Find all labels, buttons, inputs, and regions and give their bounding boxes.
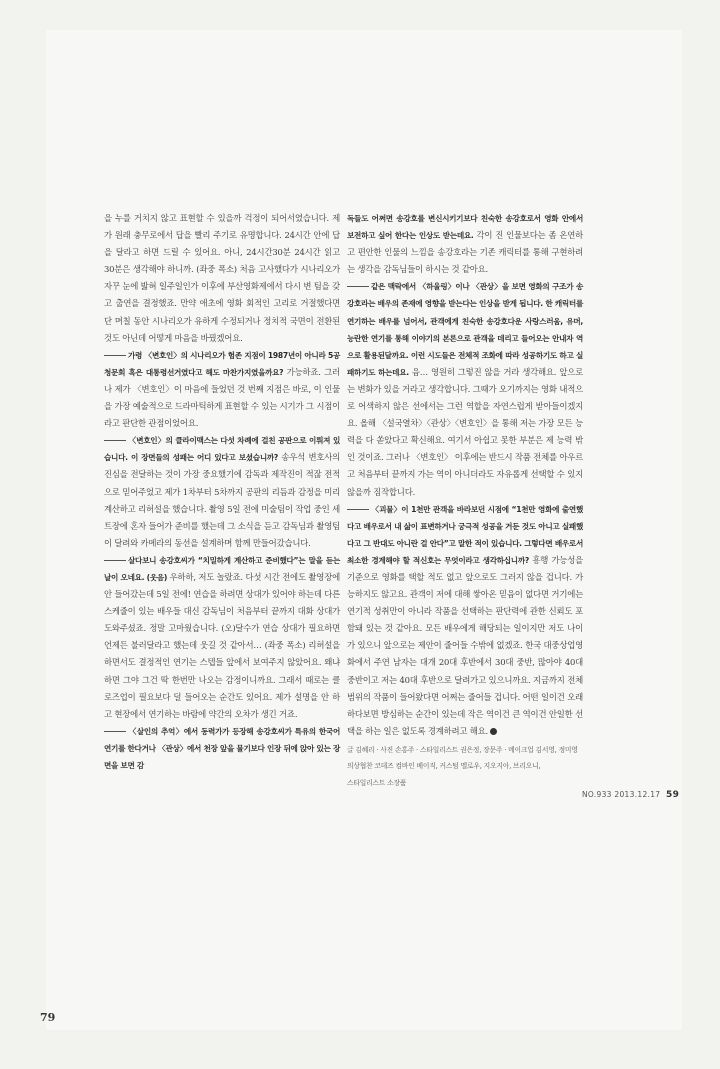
folio-page: 59 (666, 790, 680, 800)
question-dash (104, 440, 126, 441)
paragraph: 을 누를 거치지 않고 표현할 수 있을까 걱정이 되어서였습니다. 제가 원래 충무로에서 답을 빨리 주기로 유명합니다. 24시간 안에 답을 달라고 하면 드릴 수 있어요. 아니, 24시간30분 24시간 읽고 30분은 생각해야 하니까. (좌중 폭소) 처음 고사했다가 시나리오가 자꾸 눈에 밟혀 일주일인가 이후에 부산영화제에서 다시 변 팀을 갖고 출연을 결정했죠. 만약 애초에 영화 회적인 고리로 거절했다면 단 며칠 동안 시나리오가 유하게 수정되거나 정치적 국면이 전환된 것도 아닌데 어떻게 마음을 바꿨겠어요. (104, 213, 340, 343)
credit-line: 글 김혜리 · 사진 손홍주 · 스타일리스트 권은정, 장문주 · 메이크업 김서영, 정미영 (347, 745, 578, 754)
interview-question: 〈괴물〉이 1천만 관객을 바라보던 시점에 “1천만 영화에 출연했다고 배우로서 내 삶이 표변하거나 궁극적 성공을 거둔 것도 아니고 실패했다고 그 반대도 아니란 걸 안다”고 말한 적이 있습니다. 그렇다면 배우로서 최소한 경계해야 할 적신호는 무엇이라고 생각하십니까? 흥행 가능성을 기준으로 영화를 택할 적도 없고 앞으로도 그러지 않을 겁니다. 가능하지도 않고요. 관객이 저에 대해 쌓아온 믿음이 없다면 거기에는 연기적 성취만이 아니라 작품을 선택하는 판단력에 관한 신뢰도 포함돼 있는 것 같아요. 모든 배우에게 해당되는 일이지만 저도 나이가 있으니 앞으로는 제안이 줄어들 수밖에 없겠죠. 한국 대중상업영화에서 주연 남자는 대개 20대 후반에서 30대 중반, 많아야 40대 중반이고 저는 40대 후반으로 달려가고 있으니까요. 지금까지 전체 범위의 작품이 들어왔다면 어쩌는 줄어들 겁니다. 어떤 일이건 오래 하다보면 방심하는 순간이 있는데 작은 역이건 큰 역이건 안일한 선택을 하는 일은 없도록 경계하려고 해요. (347, 504, 583, 736)
interview-question: 같은 맥락에서 〈하울링〉이나 〈관상〉을 보면 영화의 구조가 송강호라는 배우의 존재에 영향을 받는다는 인상을 받게 됩니다. 한 캐릭터를 연기하는 배우를 넘어서, 관객에게 친숙한 송강호다운 사랑스러움, 유머, 능란한 연기를 통해 이야기의 본론으로 관객을 데리고 들어오는 안내자 역으로 활용된달까요. 이런 시도들은 전체적 조화에 따라 성공하기도 하고 실패하기도 하는데요. 음… 영원히 그렇진 않을 거라 생각해요. 앞으로는 변화가 있을 거라고 생각합니다. 그때가 오기까지는 영화 내적으로 어색하지 않은 선에서는 그런 역할을 자연스럽게 받아들이겠지요. 올해 〈설국열차〉〈관상〉〈변호인〉을 통해 저는 가장 모든 능력을 다 쏟았다고 확신해요. 여기서 아쉽고 못한 부분은 제 능력 밖인 것이죠. 그러나 〈변호인〉 이후에는 반드시 작품 전체를 아우르고 처음부터 끝까지 가는 역이 아니더라도 자유롭게 선택할 수 있지 않을까 짐작합니다. (347, 282, 583, 497)
question-dash (104, 731, 126, 732)
credit-line: 스타일리스트 소장품 (347, 778, 407, 787)
issue-date: 2013.12.17 (614, 790, 661, 799)
interview-question: 가령 〈변호인〉의 시나리오가 험존 지점이 1987년이 아니라 5공 청문회 혹은 대통령선거였다고 해도 마찬가지였을까요? 가능하죠. 그러나 제가 〈변호인〉이 마음에 들었던 것 번째 지점은 바로, 이 인물을 가장 예술적으로 드라마틱하게 표현할 수 있는 시기가 그 시점이라고 판단한 관점이었어요. (104, 350, 341, 429)
question-dash (347, 286, 369, 287)
question-dash (347, 509, 369, 510)
article-column-left (104, 210, 340, 774)
credit-line: 의상협찬 코데즈 컴바인 베이직, 커스텀 멜로우, 지오지아, 브리오니, (347, 762, 541, 771)
question-dash (104, 355, 126, 356)
page-number: 79 (40, 1011, 56, 1024)
issue-number: NO.933 (582, 790, 612, 799)
end-mark-icon (490, 728, 497, 735)
interview-question-continued: 독들도 어쩌면 송강호를 변신시키기보다 친숙한 송강호로서 영화 안에서 보전하고 싶어 한다는 인상도 받는데요. 각이 진 인물보다는 좀 온연하고 편안한 인물의 느낌을 송강호라는 기존 캐릭터를 통해 구현하려는 생각을 감독님들이 하시는 것 같아요. (347, 214, 584, 275)
interview-question: 〈변호인〉의 클라이맥스는 다섯 차례에 걸친 공판으로 이뤄져 있습니다. 이 장면들의 성패는 어디 있다고 보셨습니까? 송우석 변호사의 진심을 전달하는 것이 가장 중요했기에 감독과 제작진이 적잖 전적으로 믿어주었고 제가 1차부터 5차까지 공판의 리듬과 감정을 미리 계산하고 리허설을 했습니다. 촬영 5일 전에 미술팀이 작업 중인 세트장에 혼자 들어가 준비를 했는데 그 소식을 듣고 감독님과 촬영팀이 달려와 카메라의 동선을 설계하며 함께 만들어갔습니다. (104, 436, 341, 548)
interview-question: 〈살인의 추억〉에서 동력가가 등장해 송강호씨가 특유의 한국어 연기를 한다거나 〈관상〉에서 천장 앞을 물기보다 인장 뒤에 앉아 있는 장면을 보면 감 (104, 726, 340, 770)
article-column-right (347, 210, 583, 791)
interview-question: 살다보니 송강호씨가 “치밀하게 계산하고 준비했다”는 말을 듣는 날이 오네요. (웃음) 우하하, 저도 놀랐죠. 다섯 시간 전에도 촬영장에 안 들어갔는데 5일 전에! 연습을 하려면 상대가 있어야 하는데 다른 스케줄이 있는 배우들 대신 감독님이 처음부터 끝까지 대화 상대가 도와주셨죠. 정말 고마웠습니다. (오)달수가 연습 상대가 필요하면 언제든 불러달라고 했는데 웃길 것 같아서… (좌중 폭소) 리허설을 하면서도 결정적인 연기는 스텝들 앞에서 보여주지 않았어요. 왜냐하면 그야 그건 딱 한번만 나오는 감정이니까요. 그래서 때로는 클로즈업이 필요보다 덜 들어오는 순간도 있어요. 제가 설명을 안 하고 현장에서 연기하는 바람에 약간의 오차가 생긴 거죠. (104, 555, 340, 719)
article-credits (347, 742, 583, 792)
folio (582, 790, 679, 800)
question-dash (104, 560, 126, 561)
